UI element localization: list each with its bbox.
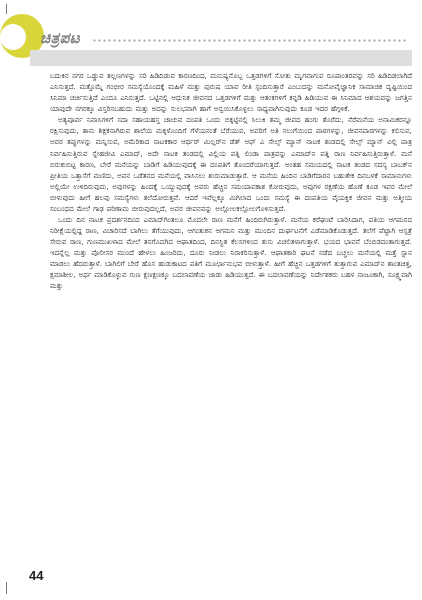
crop-mark-bottom	[6, 582, 7, 594]
article-body	[50, 71, 412, 581]
paragraph-3: ಒಂದು ದಿನ ನಾಟಕ ಪ್ರದರ್ಶನದಿಂದ ಎಮಾದ್‌ಗಿಂತಲೂ ಮೊದಲೇ ರಾಣ ಮನೆಗೆ ಹಿಂದಿರುಗಿರುತ್ತಾಳೆ. ಮನೆಯ ಕರೆಘಂಟೆ ಬಾರಿಸಿದಾಗ, ಪತಿಯ ಆಗಮನದ ನಿರೀಕ್ಷೆಯಲ್ಲಿದ್ದ ರಾಣ, ವಿಚಾರಿಸದೆ ಬಾಗಿಲು ತೆಗೆಯುವುದು, ಆಗಂತುಕನ ಆಗಮನ ಮತ್ತು ಮುಂದಿನ ದುರ್ಘಟನೆಗೆ ಎಡೆಮಾಡಿಕೊಡುತ್ತದೆ. ತಲೆಗೆ ಪೆಟ್ಟಾಗಿ ಆಸ್ಪತ್ರೆ ಸೇರುವ ರಾಣ, ಗುಣಮುಖಳಾದ ಮೇಲೆ ತನಗೊದಗಿದ ಆಘಾತದಿಂದ, ದಿನಸ್ಥಿತ ಕೆಲಸಗಳಿಂದ ತುಸು ವಿಚಲಿತಳಾಗುತ್ತಾಳೆ. ಭಯದ ಭಾವನೆ ಬೆಂಬಿಡದಂತಾಗುತ್ತದೆ. ಇದನ್ನೆಲ್ಲ ಮತ್ತು ಪೊಲೀಸರ ಮುಂದೆ ಹೇಳಲು ಹಿಂಜರಿದು, ದೂರು ನೀಡಲು ನಿರಾಕರಿಸುತ್ತಾಳೆ. ಆಘಾತಕಾರಿ ಘಟನೆ ನಡೆದ ಬಚ್ಚಲು ಮನೆಯಲ್ಲಿ ಮತ್ತೆ ಸ್ನಾನ ಮಾಡಲು ಹೆದರುತ್ತಾಳೆ. ಬಾಗಿಲಿಗೆ ಬೇರೆ ಹೊಸ ಹುಡುಕಾಟದ ಪತಿಗೆ ಮೂರ್ಛಾನುಭವ ಬೀಳುತ್ತಾಳೆ. ಹೀಗೆ ಹೆಚ್ಚಿನ ಒತ್ತಡಗಳಿಗೆ ತುತ್ತಾಗುವ ಎಮಾದ್‌ನ ಶಾಂತಚಿತ್ತ, ಕ್ಷಮಾಶೀಲ, ಅರ್ಥ ಮಾಡಿಕೊಳ್ಳುವ ಗುಣ ಕ್ಷಣಕ್ಷಣಕ್ಕೂ ಬದಲಾವಣೆಯ ಜಾಡು ಹಿಡಿಯುತ್ತದೆ. ಈ ಬದಲಾವಣೆಯನ್ನು ನಿರ್ದೇಶಕರು ಬಹಳ ನಾಜೂಕಾಗಿ, ಸೂಕ್ಷ್ಮವಾಗಿ ಮತ್ತು	[50, 216, 412, 291]
header-band	[30, 50, 412, 66]
header-dotted-rule	[92, 39, 408, 42]
paragraph-2: ಅತ್ಯಪೂರ್ವ ನಿವಾಸಿಗಳಿಗೆ ಸದಾ ಸಹಾಯಹಸ್ತ ಚಾಚುವ ದಂಪತಿ ಒಂದು ಬಿಕ್ಕಟ್ಟಿನಲ್ಲಿ ಸಿಲುಕಿ ತಮ್ಮ ಜೀವದ ಹಂಗು ತೊರೆದು, ನೆರೆಮನೆಯ ಅನಾಮಿಕರನ್ನೂ ರಕ್ಷಿಸುವುದು, ತಾನು ಶಿಕ್ಷಕನಾಗಿರುವ ಶಾಲೆಯ ಮಕ್ಕಳೊಂದಿಗೆ ಗೆಳೆಯನಂತೆ ಬೆರೆಯುವ, ಅವರಿಗೆ ಅತಿ ಸಲುಗೆಯಿಂದ ಪಾಠಗಳನ್ನು, ಜೀವನಪಾಠಗಳನ್ನು ಕಲಿಸುವ, ಅವರ ತಪ್ಪುಗಳನ್ನು ಮನ್ನಿಸುವ, ಅಮೆರಿಕಾದ ನಾಟಕಕಾರ ಆರ್ಥರ್ ಮಿಲ್ಲರ್‌ನ ಡೆತ್ ಆಫ್ ಎ ಸೇಲ್ಸ್ ಮ್ಯಾನ್ ನಾಟಕ ತಂಡದಲ್ಲಿ ಸೇಲ್ಸ್ ಮ್ಯಾನ್ ವಿಲ್ಲಿ ಪಾತ್ರ ನಿರ್ವಹಿಸುತ್ತಿರುವ ಸ್ನೇಹಜೀವಿ ಎಮಾದ್, ಅದೇ ನಾಟಕ ತಂಡದಲ್ಲಿ ವಿಲ್ಲಿಯ ಪತ್ನಿ ಲಿಂಡಾ ಪಾತ್ರವನ್ನು ಎಮಾದ್‌ನ ಪತ್ನಿ ರಾಣ ನಿರ್ವಹಿಸುತ್ತಿರುತ್ತಾಳೆ. ಮನೆ ಬಿರುಕುಬಿಟ್ಟ ಕಾರಣ, ಬೇರೆ ಮನೆಯನ್ನು ಬಾಡಿಗೆ ಹಿಡಿಯುವುದಕ್ಕೆ ಈ ದಂಪತಿಗೆ ತೊಂದರೆಯಾಗುತ್ತದೆ. ಅಂತಹ ಸಮಯದಲ್ಲಿ ನಾಟಕ ತಂಡದ ಸದಸ್ಯ ಬಾಬಕ್‌ನ ಪ್ರೀತಿಯ ಒತ್ತಾಸೆಗೆ ಮಣಿದು, ಅವನ ಒಡೆತನದ ಮನೆಯಲ್ಲಿ ವಾಸಿಸಲು ಶುರುಮಾಡುತ್ತಾರೆ. ಆ ಮನೆಯ ಹಿಂದಿನ ಬಾಡಿಗೆದಾರನ ಬಹುತೇಕ ದಿನಬಳಕೆ ಸಾಮಾನುಗಳು ಅಲ್ಲಿಯೇ ಉಳಿದಿರುವುದು, ಅವುಗಳನ್ನು ಹಿಂದಕ್ಕೆ ಒಯ್ಯುವುದಕ್ಕೆ ಅವರು ಹೆಚ್ಚಿನ ಸಮಯಾವಕಾಶ ಕೋರುವುದು, ಅವುಗಳ ರಕ್ಷಣೆಯ ಹೊಣೆ ಕೂಡ ಇವರ ಮೇಲೆ ಬೀಳುವುದು ಹೀಗೆ ಹಲವು ಸಮಸ್ಯೆಗಳು ತಲೆದೋರುತ್ತವೆ. ಆದರೆ ಇವೆಲ್ಲಕ್ಕೂ ಮಿಗಿಲಾದ ಒಂದು ಸಮಸ್ಯೆ ಈ ದಂಪತಿಯ ವೈಯಕ್ತಿಕ ಜೀವನ ಮತ್ತು ಅತ್ಮೀಯ ಸಂಬಂಧದ ಮೇಲೆ ಗಾಢ ಪರಿಣಾಮ ಬೀರುವುದಲ್ಲದೆ, ಅವರ ಜೀವನವನ್ನು ಅಲ್ಲೋಲಕಲ್ಲೋಲಗೊಳಿಸುತ್ತದೆ.	[50, 116, 412, 213]
paragraph-1: ಬದುಕಿನ ನಗರ ಒಡ್ಡುವ ತಲ್ಲಣಗಳನ್ನು ಸರಿ ಹಿಡಿದಿಡುವ ಕಾರಣದಿಂದ, ಮನುಷ್ಯನೊಬ್ಬ ಒತ್ತಡಗಳಿಗೆ ಸೋತು ಮೃಗವಾಗುವ ರೂಪಾಂತರವನ್ನು ಸರಿ ಹಿಡಿದಿಡಲಾಗಿದೆ ಎನಿಸುತ್ತದೆ. ಮತ್ತೊಮ್ಮೆ ಗಂಭೀರ ಸಮಸ್ಯೆಯೊಂದಕ್ಕೆ ಮಹಿಳೆ ಮತ್ತು ಪುರುಷ ಯಾವ ರೀತಿ ಸ್ಪಂದಿಸುತ್ತಾರೆ ಎಂಬುದನ್ನು ಮನೋವೈಜ್ಞಾನಿಕ ಸಾಮಾಜಿಕ ದೃಷ್ಟಿಯಿಂದ ಸಿನಿಮಾ ಚರ್ಚಿಸುತ್ತಿದೆ ಎಂದೂ ಎನಿಸುತ್ತದೆ. ಒಟ್ಟಿನಲ್ಲಿ ಆಧುನಿಕ ಜೀವನದ ಒತ್ತಡಗಳಿಗೆ ಮತ್ತು ಆತಂಕಗಳಿಗೆ ಕನ್ನಡಿ ಹಿಡಿಯುವ ಈ ಸಿನಿಮಾದ ಆಶಯವನ್ನು ಜಗತ್ತಿನ ಯಾವುದೇ ನಗರಕ್ಕೂ ವಿಸ್ತರಿಸಬಹುದು ಮತ್ತು ಅದನ್ನು ಸುಲಭವಾಗಿ ಹಾಗೆ ಅನ್ವಯಿಸಿಕೊಳ್ಳಲು ಸಾಧ್ಯವಾಗಿಸುವುದು ಕೂಡ ಇದರ ಹೆಗ್ಗಳಿಕೆ.	[50, 72, 412, 114]
crop-mark-top	[6, 4, 7, 14]
section-title: ಚಿತ್ರಪಟ	[40, 29, 81, 47]
header-circle-cutout	[0, 24, 26, 50]
page-number: 44	[29, 568, 44, 583]
